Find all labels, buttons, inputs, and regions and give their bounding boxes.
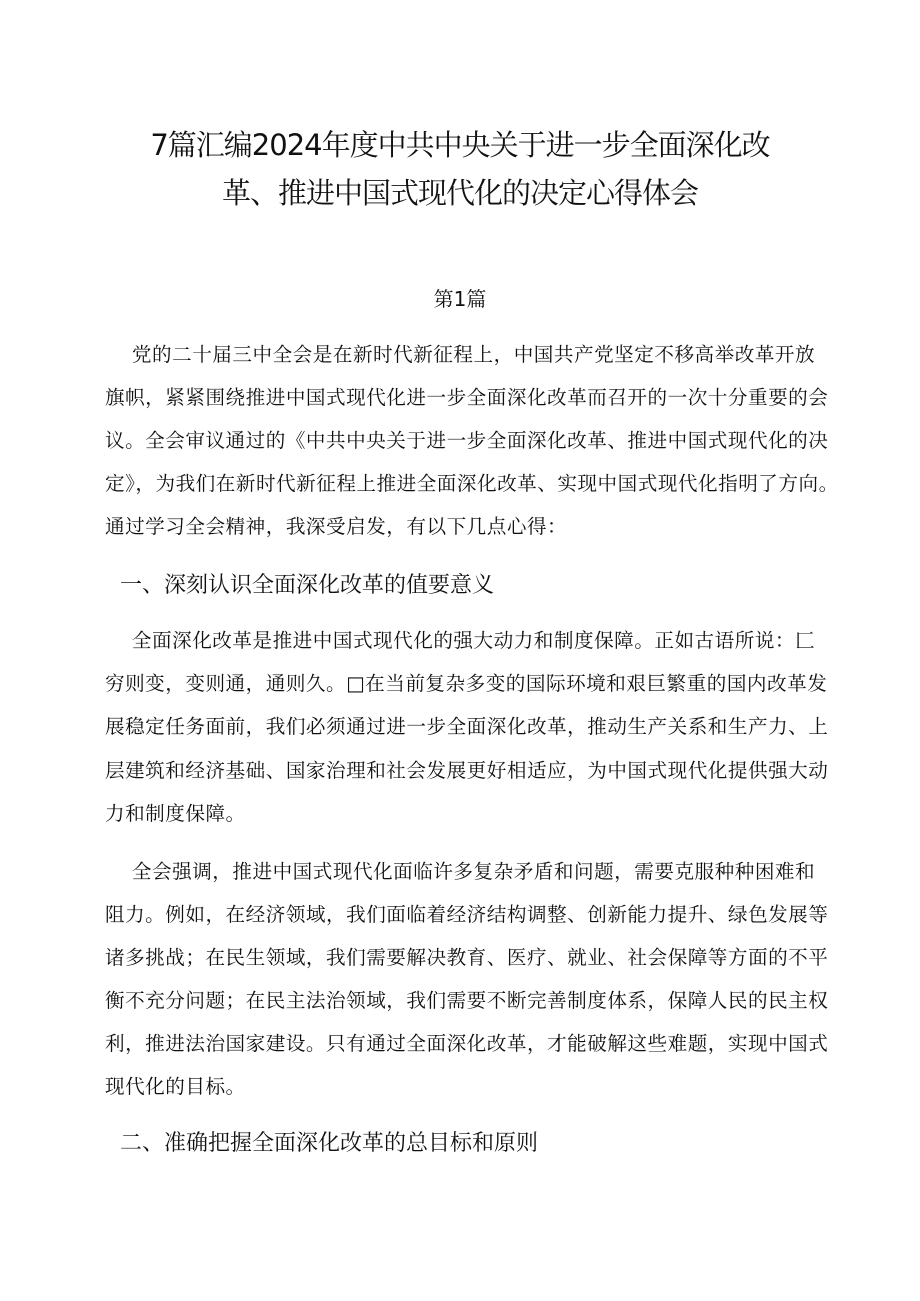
section-label: 第1篇 [433, 287, 487, 311]
paragraph-3-line: 现代化的目标。 [105, 1075, 246, 1098]
paragraph-3-line: 阻力。例如，在经济领域，我们面临着经济结构调整、创新能力提升、绿色发展等 [105, 903, 829, 926]
paragraph-2-line: 层建筑和经济基础、国家治理和社会发展更好相适应，为中国式现代化提供强大动 [105, 759, 829, 782]
document-title-line-1: 7篇汇编2024年度中共中央关于进一步全面深化改 [150, 128, 770, 162]
paragraph-1-line: 议。全会审议通过的《中共中央关于进一步全面深化改革、推进中国式现代化的决 [105, 429, 829, 452]
paragraph-1-line: 旗帜，紧紧围绕推进中国式现代化进一步全面深化改革而召开的一次十分重要的会 [105, 386, 829, 409]
paragraph-1-line: 定》，为我们在新时代新征程上推进全面深化改革、实现中国式现代化指明了方向。 [105, 472, 839, 495]
paragraph-2-line: 全面深化改革是推进中国式现代化的强大动力和制度保障。正如古语所说：匚 [105, 629, 816, 652]
paragraph-3-line: 利，推进法治国家建设。只有通过全面深化改革，才能破解这些难题，实现中国式 [105, 1032, 829, 1055]
paragraph-2-line: 展稳定任务面前，我们必须通过进一步全面深化改革，推动生产关系和生产力、上 [105, 715, 829, 738]
paragraph-2-line: 穷则变，变则通，通则久。□在当前复杂多变的国际环境和艰巨繁重的国内改革发 [105, 672, 828, 695]
section-heading-2: 二、准确把握全面深化改革的总目标和原则 [120, 1131, 539, 1156]
paragraph-3-line: 全会强调，推进中国式现代化面临许多复杂矛盾和问题，需要克服种种困难和 [105, 860, 816, 883]
paragraph-1-line: 党的二十届三中全会是在新时代新征程上，中国共产党坚定不移高举改革开放 [105, 343, 816, 366]
paragraph-3-line: 衡不充分问题；在民主法治领域，我们需要不断完善制度体系，保障人民的民主权 [105, 989, 829, 1012]
section-heading-1: 一、深刻认识全面深化改革的值要意义 [120, 573, 495, 598]
paragraph-1-line: 通过学习全会精神，我深受启发，有以下几点心得： [105, 515, 568, 538]
document-title-line-2: 革、推进中国式现代化的决定心得体会 [221, 176, 698, 210]
paragraph-2-line: 力和制度保障。 [105, 802, 246, 825]
paragraph-3-line: 诸多挑战；在民生领域，我们需要解决教育、医疗、就业、社会保障等方面的不平 [105, 946, 829, 969]
